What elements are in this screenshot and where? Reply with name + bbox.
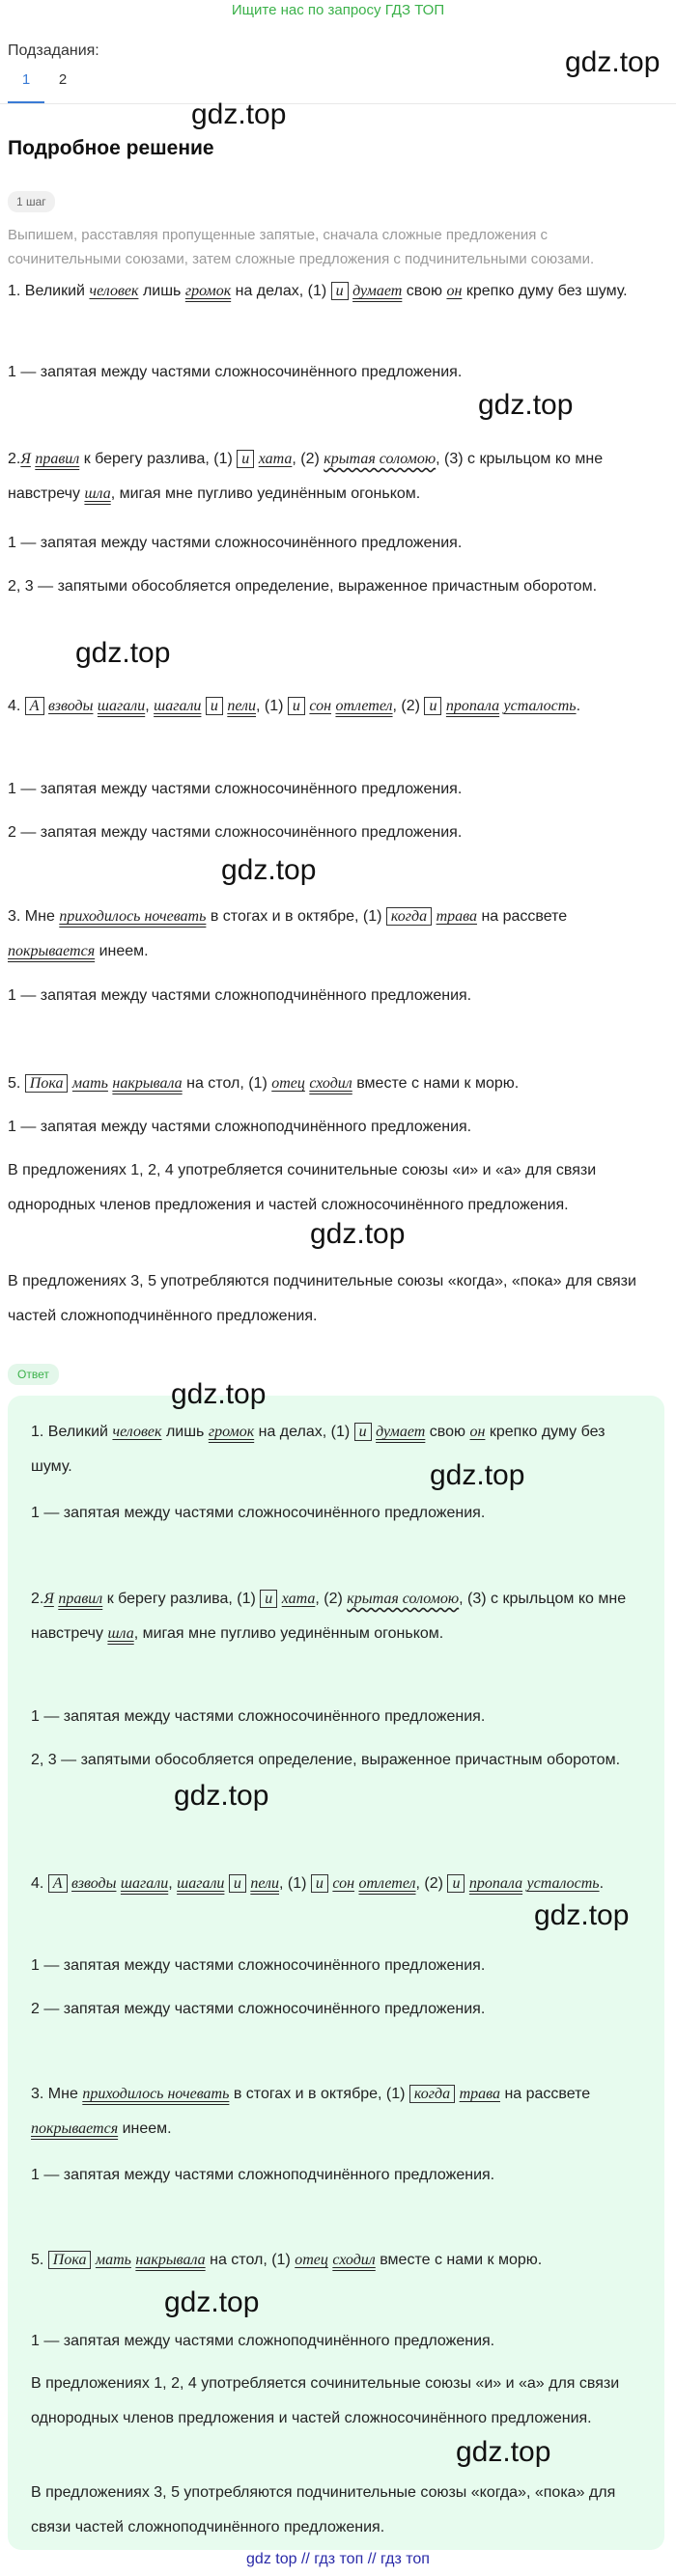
predicate: приходилось ночевать [82, 2086, 230, 2102]
predicate: шагали [97, 698, 146, 714]
conjunction: и [331, 282, 349, 300]
predicate: накрывала [112, 1075, 183, 1092]
watermark: gdz.top [534, 1899, 630, 1931]
sentence-5: 5. Пока мать накрывала на стол, (1) отец сходил вместе с нами к морю. [8, 1075, 520, 1092]
answer-summary-1: В предложениях 1, 2, 4 употребляется сочинительные союзы «и» и «а» для связи однородных членов предложения и частей сложносочинённого предложения. [31, 2375, 620, 2426]
answer-sentence-5: 5. Пока мать накрывала на стол, (1) отец сходил вместе с нами к морю. [31, 2252, 543, 2268]
conjunction: когда [409, 2085, 455, 2103]
top-banner[interactable]: Ищите нас по запросу ГДЗ ТОП [231, 2, 445, 18]
sentence-2: 2.Я правил к берегу разлива, (1) и хата, (2) крытая соломою, (3) с крыльцом ко мне навстречу шла, мигая мне пугливо уединённым огоньком. [8, 451, 604, 502]
watermark: gdz.top [310, 1218, 406, 1250]
intro-text: Выпишем, расставляя пропущенные запятые, сначала сложные предложения с сочинительными союзами, затем сложные предложения с подчинительными союзами. [8, 227, 595, 267]
answer-sentence-4: 4. А взводы шагали, шагали и пели, (1) и сон отлетел, (2) и пропала усталость. [31, 1875, 605, 1892]
conjunction: Пока [48, 2251, 92, 2269]
predicate: громок [184, 283, 232, 299]
conjunction: и [206, 697, 223, 715]
subject: отец [295, 2252, 328, 2268]
tabs-divider [0, 103, 676, 104]
attribute: крытая соломою [347, 1591, 460, 1607]
tab-subtask-2[interactable]: 2 [58, 71, 68, 88]
subject: Я [20, 451, 31, 467]
answer-sentence-3-note: 1 — запятая между частями сложноподчинённого предложения. [31, 2167, 495, 2183]
predicate: правил [58, 1591, 103, 1607]
subject: трава [459, 2086, 500, 2102]
predicate: пропала [445, 698, 500, 714]
sentence-2-note-1: 1 — запятая между частями сложносочинённого предложения. [8, 535, 463, 551]
subject: сон [309, 698, 332, 714]
watermark: gdz.top [456, 2436, 551, 2468]
subject: хата [281, 1591, 316, 1607]
conjunction: и [260, 1590, 277, 1608]
sentence-3: 3. Мне приходилось ночевать в стогах и в октябре, (1) когда трава на рассвете покрывается инеем. [8, 908, 568, 959]
conjunction: и [311, 1874, 328, 1893]
answer-sentence-1-note: 1 — запятая между частями сложносочинённого предложения. [31, 1505, 486, 1521]
answer-sentence-3: 3. Мне приходилось ночевать в стогах и в октябре, (1) когда трава на рассвете покрывается инеем. [31, 2086, 591, 2137]
sentence-4-note-1: 1 — запятая между частями сложносочинённого предложения. [8, 781, 463, 797]
summary-1: В предложениях 1, 2, 4 употребляется сочинительные союзы «и» и «а» для связи однородных членов предложения и частей сложносочинённого предложения. [8, 1162, 597, 1213]
sentence-4: 4. А взводы шагали, шагали и пели, (1) и сон отлетел, (2) и пропала усталость. [8, 698, 581, 714]
predicate: шагали [154, 698, 202, 714]
sentence-4-note-2: 2 — запятая между частями сложносочинённого предложения. [8, 824, 463, 841]
subtasks-title: Подзадания: [8, 42, 99, 59]
subject: человек [89, 283, 139, 299]
predicate: шагали [120, 1875, 169, 1892]
watermark: gdz.top [565, 46, 661, 78]
predicate: отлетел [335, 698, 393, 714]
predicate: шагали [177, 1875, 225, 1892]
conjunction: А [48, 1874, 68, 1893]
conjunction: и [229, 1874, 246, 1893]
predicate: думает [352, 283, 403, 299]
answer-sentence-4-note-2: 2 — запятая между частями сложносочинённого предложения. [31, 2001, 486, 2017]
subject: отец [271, 1075, 305, 1092]
subject: он [446, 283, 463, 299]
predicate: сходил [332, 2252, 376, 2268]
answer-summary-2: В предложениях 3, 5 употребляются подчинительные союзы «когда», «пока» для связи частей сложноподчинённого предложения. [31, 2484, 616, 2535]
predicate: шла [84, 485, 111, 502]
watermark: gdz.top [430, 1459, 525, 1491]
sentence-1: 1. Великий человек лишь громок на делах, (1) и думает свою он крепко думу без шуму. [8, 283, 628, 299]
tab-subtask-1[interactable]: 1 [8, 71, 44, 104]
subject: он [469, 1424, 486, 1440]
attribute: крытая соломою [324, 451, 437, 467]
watermark: gdz.top [191, 98, 287, 130]
conjunction: и [447, 1874, 465, 1893]
subject: хата [258, 451, 293, 467]
subject: взводы [71, 1875, 117, 1892]
sentence-1-note: 1 — запятая между частями сложносочинённого предложения. [8, 364, 463, 380]
predicate: отлетел [358, 1875, 416, 1892]
conjunction: и [237, 450, 254, 468]
predicate: сходил [309, 1075, 352, 1092]
watermark: gdz.top [164, 2286, 260, 2318]
conjunction: и [354, 1423, 372, 1441]
subject: взводы [48, 698, 94, 714]
predicate: пропала [468, 1875, 523, 1892]
watermark: gdz.top [75, 637, 171, 669]
answer-sentence-2: 2.Я правил к берегу разлива, (1) и хата, (2) крытая соломою, (3) с крыльцом ко мне навстречу шла, мигая мне пугливо уединённым огоньком. [31, 1591, 627, 1642]
section-title: Подробное решение [8, 137, 214, 159]
sentence-2-note-2: 2, 3 — запятыми обособляется определение, выраженное причастным оборотом. [8, 578, 598, 595]
watermark: gdz.top [221, 854, 317, 886]
watermark: gdz.top [478, 389, 574, 421]
subtask-tabs [8, 71, 81, 104]
subject: Я [43, 1591, 54, 1607]
subject: усталость [503, 698, 577, 714]
sentence-3-note: 1 — запятая между частями сложноподчинённого предложения. [8, 987, 472, 1004]
predicate: пели [227, 698, 257, 714]
step-badge: 1 шаг [8, 191, 55, 212]
conjunction: и [424, 697, 441, 715]
predicate: накрывала [135, 2252, 206, 2268]
predicate: покрывается [8, 943, 96, 959]
subject: трава [436, 908, 477, 925]
footer-links[interactable]: gdz top // гдз топ // гдз топ [246, 2551, 430, 2567]
answer-sentence-1: 1. Великий человек лишь громок на делах, (1) и думает свою он крепко думу без шуму. [31, 1424, 606, 1475]
subject: мать [95, 2252, 131, 2268]
predicate: приходилось ночевать [59, 908, 207, 925]
watermark: gdz.top [171, 1378, 267, 1410]
sentence-5-note: 1 — запятая между частями сложноподчинённого предложения. [8, 1119, 472, 1135]
predicate: шла [107, 1625, 134, 1642]
conjunction: когда [386, 907, 432, 926]
answer-sentence-2-note-2: 2, 3 — запятыми обособляется определение, выраженное причастным оборотом. [31, 1752, 621, 1768]
subject: усталость [526, 1875, 600, 1892]
predicate: думает [376, 1424, 426, 1440]
predicate: покрывается [31, 2120, 119, 2137]
conjunction: А [25, 697, 44, 715]
conjunction: Пока [25, 1074, 69, 1093]
summary-2: В предложениях 3, 5 употребляются подчинительные союзы «когда», «пока» для связи частей сложноподчинённого предложения. [8, 1273, 636, 1324]
answer-sentence-4-note-1: 1 — запятая между частями сложносочинённого предложения. [31, 1957, 486, 1974]
subject: мать [71, 1075, 108, 1092]
conjunction: и [288, 697, 305, 715]
answer-sentence-5-note: 1 — запятая между частями сложноподчинённого предложения. [31, 2333, 495, 2349]
answer-badge: Ответ [8, 1364, 59, 1385]
predicate: правил [35, 451, 80, 467]
answer-sentence-2-note-1: 1 — запятая между частями сложносочинённого предложения. [31, 1708, 486, 1725]
watermark: gdz.top [174, 1780, 269, 1812]
predicate: громок [208, 1424, 255, 1440]
subject: человек [112, 1424, 162, 1440]
subject: сон [332, 1875, 355, 1892]
predicate: пели [250, 1875, 280, 1892]
